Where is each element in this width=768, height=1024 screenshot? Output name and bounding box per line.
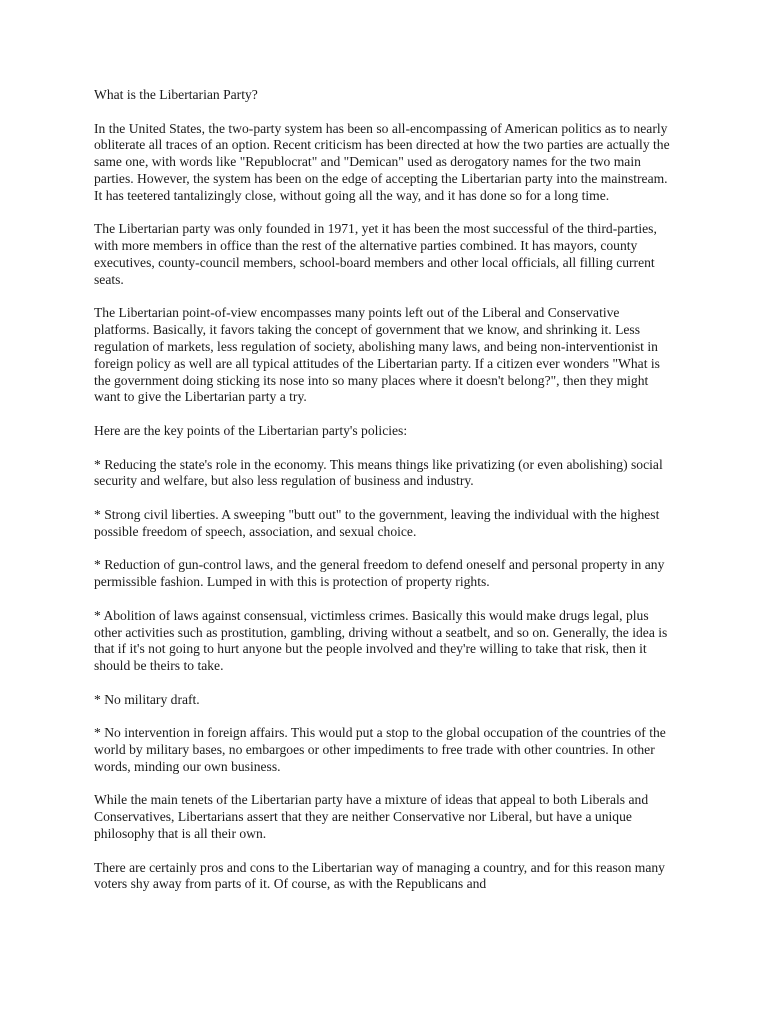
document-title: What is the Libertarian Party?: [94, 87, 258, 102]
paragraph-point-of-view: The Libertarian point-of-view encompasses many points left out of the Liberal and Conservative platforms. Basically, it favors taking the concept of government that we know, and shrinking it. Less regulation of markets, less regulation of society, abolishing many laws, and being non-interventionist in foreign policy as well are all typical attitudes of the Libertarian party. If a citizen ever wonders "What is the government doing sticking its nose into so many places where it doesn't belong?", then they might want to give the Libertarian party a try.: [94, 305, 660, 405]
paragraph-founding: The Libertarian party was only founded in 1971, yet it has been the most successful of the third-parties, with more members in office than the rest of the alternative parties combined. It has mayors, county executives, county-council members, school-board members and other local officials, all filling current seats.: [94, 221, 657, 287]
policy-item-civil-liberties: * Strong civil liberties. A sweeping "butt out" to the government, leaving the individual with the highest possible freedom of speech, association, and sexual choice.: [94, 506, 660, 539]
policy-item-victimless-crimes: * Abolition of laws against consensual, victimless crimes. Basically this would make drugs legal, plus other activities such as prostitution, gambling, driving without a seatbelt, and so on. Generally, the idea is that if it's not going to hurt anyone but the people involved and they're willing to take that risk, then it should be theirs to take.: [94, 607, 668, 674]
policy-item-foreign-affairs: * No intervention in foreign affairs. This would put a stop to the global occupation of the countries of the world by military bases, no embargoes or other impediments to free trade with other countries. In other words, minding our own business.: [94, 725, 666, 774]
policy-item-military-draft: * No military draft.: [94, 691, 200, 707]
paragraph-tenets: While the main tenets of the Libertarian party have a mixture of ideas that appeal to both Liberals and Conservatives, Libertarians assert that they are neither Conservative nor Liberal, but have a unique philosophy that is all their own.: [94, 792, 649, 842]
paragraph-pros-cons: There are certainly pros and cons to the Libertarian way of managing a country, and for this reason many voters shy away from parts of it. Of course, as with the Republicans and: [94, 859, 665, 892]
paragraph-key-points-intro: Here are the key points of the Libertarian party's policies:: [94, 422, 408, 438]
paragraph-intro: In the United States, the two-party system has been so all-encompassing of American politics as to nearly obliterate all traces of an option. Recent criticism has been directed at how the two parties are actually the same one, with words like "Republocrat" and "Demican" used as derogatory names for the two main parties. However, the system has been on the edge of accepting the Libertarian party into the mainstream. It has teetered tantalizingly close, without going all the way, and it has done so for a long time.: [94, 120, 670, 203]
policy-item-gun-control: * Reduction of gun-control laws, and the general freedom to defend oneself and personal property in any permissible fashion. Lumped in with this is protection of property rights.: [94, 557, 665, 590]
policy-item-economy: * Reducing the state's role in the economy. This means things like privatizing (or even abolishing) social security and welfare, but also less regulation of business and industry.: [94, 456, 663, 489]
document-page: [94, 87, 674, 910]
